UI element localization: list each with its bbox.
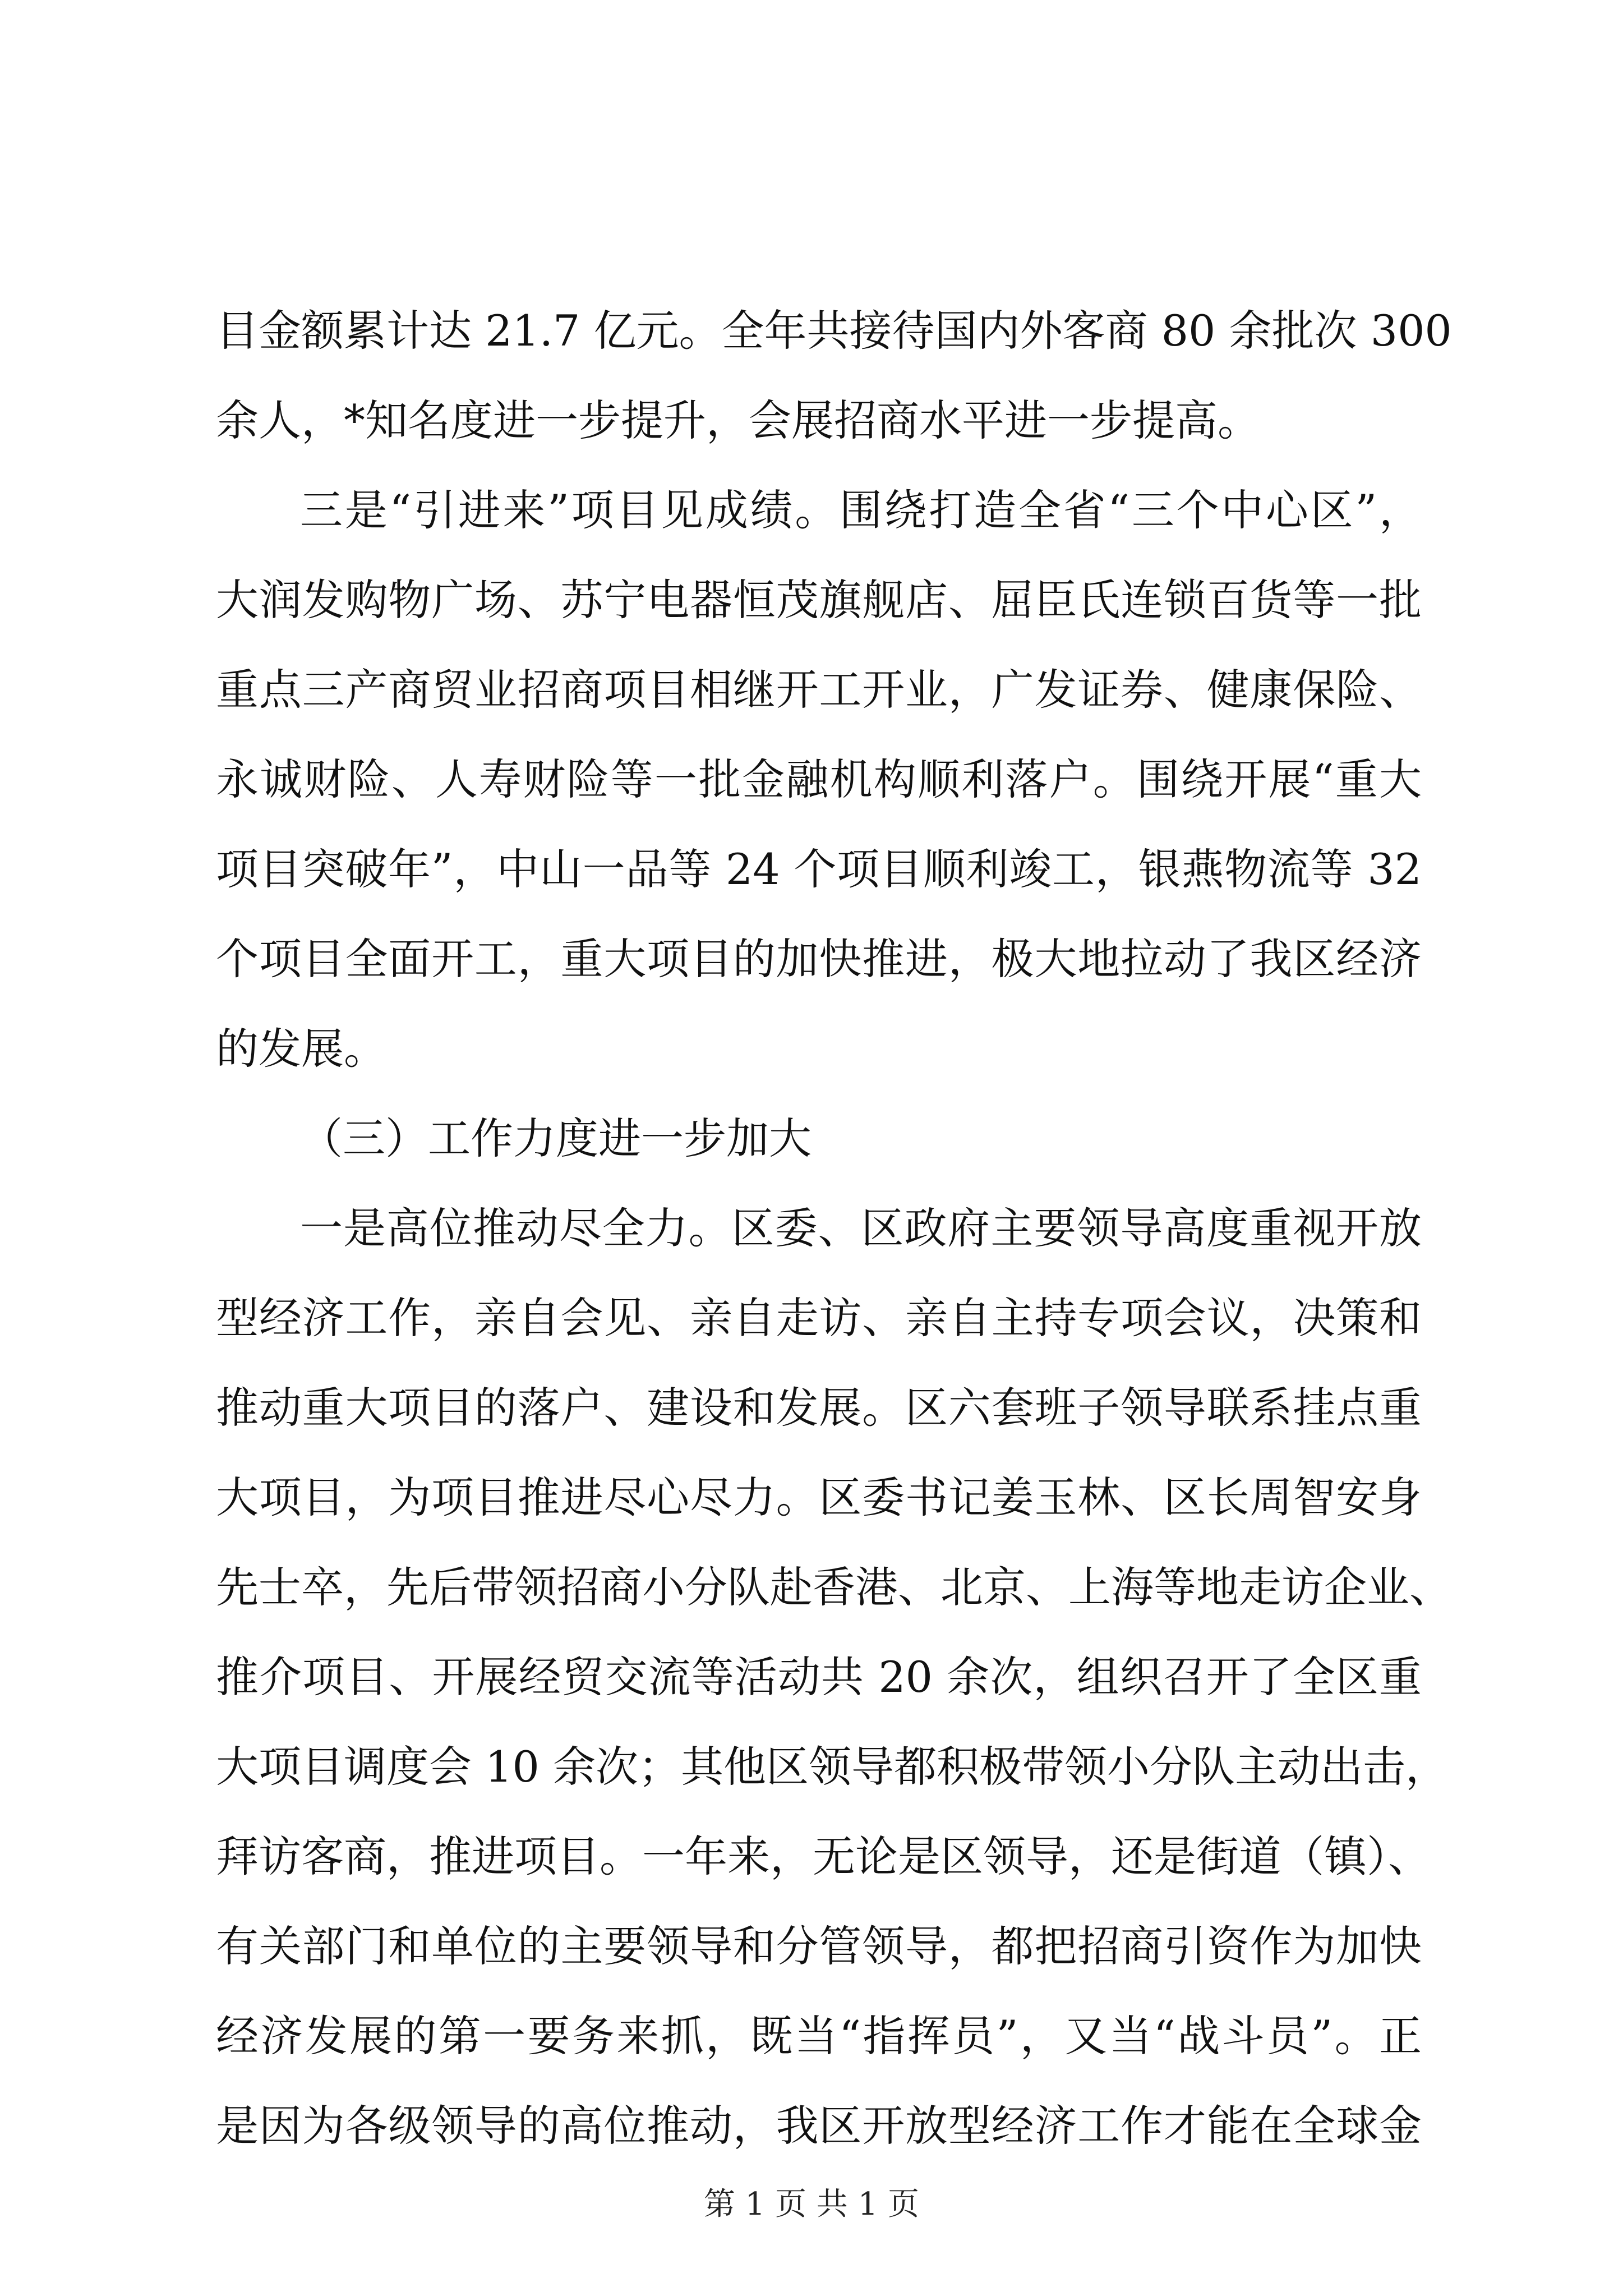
text-line: 大项目，为项目推进尽心尽力。区委书记姜玉林、区长周智安身 [216,1473,1422,1522]
text-line: 余人，*知名度进一步提升，会展招商水平进一步提高。 [216,395,1260,445]
text-line: 有关部门和单位的主要领导和分管领导，都把招商引资作为加快 [216,1921,1422,1971]
text-line: 目金额累计达 21.7 亿元。全年共接待国内外客商 80 余批次 300 [216,306,1452,356]
text-line: 重点三产商贸业招商项目相继开工开业，广发证券、健康保险、 [216,665,1422,715]
text-line: 先士卒，先后带领招商小分队赴香港、北京、上海等地走访企业、 [216,1562,1452,1612]
text-line: 拜访客商，推进项目。一年来，无论是区领导，还是街道（镇）、 [216,1832,1431,1881]
text-line: 大项目调度会 10 余次；其他区领导都积极带领小分队主动出击， [216,1742,1449,1792]
text-line: 推动重大项目的落户、建设和发展。区六套班子领导联系挂点重 [216,1383,1422,1433]
text-line: 一是高位推动尽全力。区委、区政府主要领导高度重视开放 [300,1203,1422,1253]
text-line: 项目突破年”，中山一品等 24 个项目顺利竣工，银燕物流等 32 [216,844,1422,894]
text-line: 是因为各级领导的高位推动，我区开放型经济工作才能在全球金 [216,2101,1422,2151]
section-heading: （三）工作力度进一步加大 [300,1114,811,1163]
text-line: 推介项目、开展经贸交流等活动共 20 余次，组织召开了全区重 [216,1652,1422,1702]
text-line: 经济发展的第一要务来抓，既当“指挥员”，又当“战斗员”。正 [216,2011,1422,2061]
text-line: 大润发购物广场、苏宁电器恒茂旗舰店、屈臣氏连锁百货等一批 [216,575,1422,625]
text-line: 的发展。 [216,1024,386,1074]
text-line: 三是“引进来”项目见成绩。围绕打造全省“三个中心区”， [300,485,1422,535]
text-line: 永诚财险、人寿财险等一批金融机构顺利落户。围绕开展“重大 [216,754,1422,804]
page-footer: 第 1 页 共 1 页 [703,2186,920,2223]
text-line: 型经济工作，亲自会见、亲自走访、亲自主持专项会议，决策和 [216,1293,1422,1343]
text-line: 个项目全面开工，重大项目的加快推进，极大地拉动了我区经济 [216,934,1422,984]
